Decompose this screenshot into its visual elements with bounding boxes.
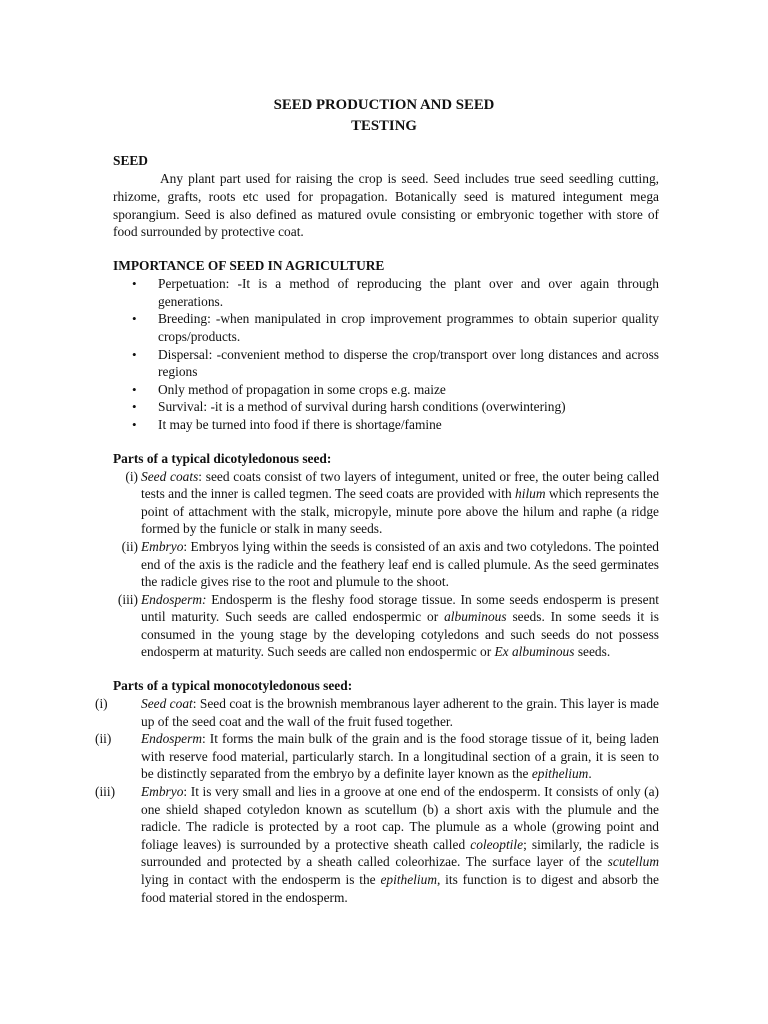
title-line-1: SEED PRODUCTION AND SEED — [273, 97, 495, 113]
page-title — [0, 94, 768, 136]
bullet-icon: • — [132, 399, 137, 415]
list-item: • Breeding: -when manipulated in crop improvement programmes to obtain superior quality crops/products. — [132, 311, 659, 344]
importance-list — [113, 275, 659, 433]
list-item: • Only method of propagation in some crops e.g. maize — [132, 381, 446, 397]
term: Seed coats — [141, 468, 199, 484]
monocot-list — [95, 695, 659, 906]
list-item: (i) Seed coat: Seed coat is the brownish membranous layer adherent to the grain. This layer is made up of the seed coat and the wall of the fruit fused together. — [95, 696, 659, 729]
seed-paragraph: Any plant part used for raising the crop is seed. Seed includes true seed seedling cutting, rhizome, grafts, roots etc used for propagation. Botanically seed is matured integument mega sporangium. Seed is also defined as matured ovule consisting or embryonic together with store of food surrounded by protective coat. — [113, 171, 659, 240]
term: Embryo — [141, 538, 184, 554]
item-label: (ii) — [121, 538, 138, 554]
bullet-icon: • — [132, 381, 137, 397]
list-item: • Survival: -it is a method of survival during harsh conditions (overwintering) — [132, 399, 566, 415]
importance-heading: IMPORTANCE OF SEED IN AGRICULTURE — [113, 258, 385, 274]
bullet-icon: • — [132, 311, 137, 327]
list-item: (iii) Embryo: It is very small and lies in a groove at one end of the endosperm. It consists of only (a) one shield shaped cotyledon known as scutellum (b) a short axis with the plumule and the radicle. The radicle is protected by a root cap. The plumule as a whole (growing point and foliage leaves) is surrounded by a protective sheath called coleoptile; similarly, the radicle is surrounded and protected by a sheath called coleorhizae. The surface layer of the scutellum lying in contact with the endosperm is the epithelium, its function is to digest and absorb the food material stored in the endosperm. — [95, 784, 659, 905]
bullet-icon: • — [132, 346, 137, 362]
item-label: (ii) — [95, 731, 112, 747]
list-item: • Perpetuation: -It is a method of reproducing the plant over and over again through generations. — [132, 276, 659, 309]
item-label: (iii) — [95, 784, 116, 800]
monocot-heading: Parts of a typical monocotyledonous seed: — [113, 678, 353, 694]
list-item: (ii) Endosperm: It forms the main bulk of the grain and is the food storage tissue of it, being laden with reserve food material, particularly starch. In a longitudinal section of a grain, it is seen to be distinctly separated from the embryo by a definite layer known as the epithelium. — [95, 731, 659, 782]
item-label: (i) — [125, 468, 138, 484]
list-item: (iii) Endosperm: Endosperm is the fleshy food storage tissue. In some seeds endosperm is present until maturity. Such seeds are called endospermic or albuminous seeds. In some seeds it is consumed in the young stage by the developing cotyledons and such seeds do not possess endosperm at maturity. Such seeds are called non endospermic or Ex albuminous seeds. — [113, 591, 659, 661]
title-line-2: TESTING — [351, 118, 417, 134]
list-item: • Dispersal: -convenient method to disperse the crop/transport over long distances and across regions — [132, 346, 659, 380]
term: Embryo — [141, 784, 184, 800]
term: Seed coat — [141, 696, 193, 712]
term: Endosperm — [141, 731, 202, 747]
item-label: (iii) — [117, 591, 138, 607]
bullet-icon: • — [132, 416, 137, 432]
bullet-icon: • — [132, 276, 137, 292]
dicot-list — [113, 468, 659, 662]
term: Endosperm: — [141, 591, 207, 607]
seed-heading: SEED — [113, 153, 148, 168]
item-label: (i) — [95, 696, 108, 712]
list-item: (ii) Embryo: Embryos lying within the seeds is consisted of an axis and two cotyledons. The pointed end of the axis is the radicle and the feathery leaf end is called plumule. As the seed germinates the radicle gives rise to the root and plumule to the shoot. — [113, 538, 659, 591]
document-body — [95, 152, 660, 906]
list-item: • It may be turned into food if there is shortage/famine — [132, 416, 442, 432]
list-item: (i) Seed coats: seed coats consist of two layers of integument, united or free, the outer being called tests and the inner is called tegmen. The seed coats are provided with hilum which represents the point of attachment with the stalk, micropyle, minute pore above the hilum and raphe (a ridge formed by the funicle or stalk in many seeds. — [113, 468, 659, 538]
dicot-heading: Parts of a typical dicotyledonous seed: — [113, 450, 332, 466]
